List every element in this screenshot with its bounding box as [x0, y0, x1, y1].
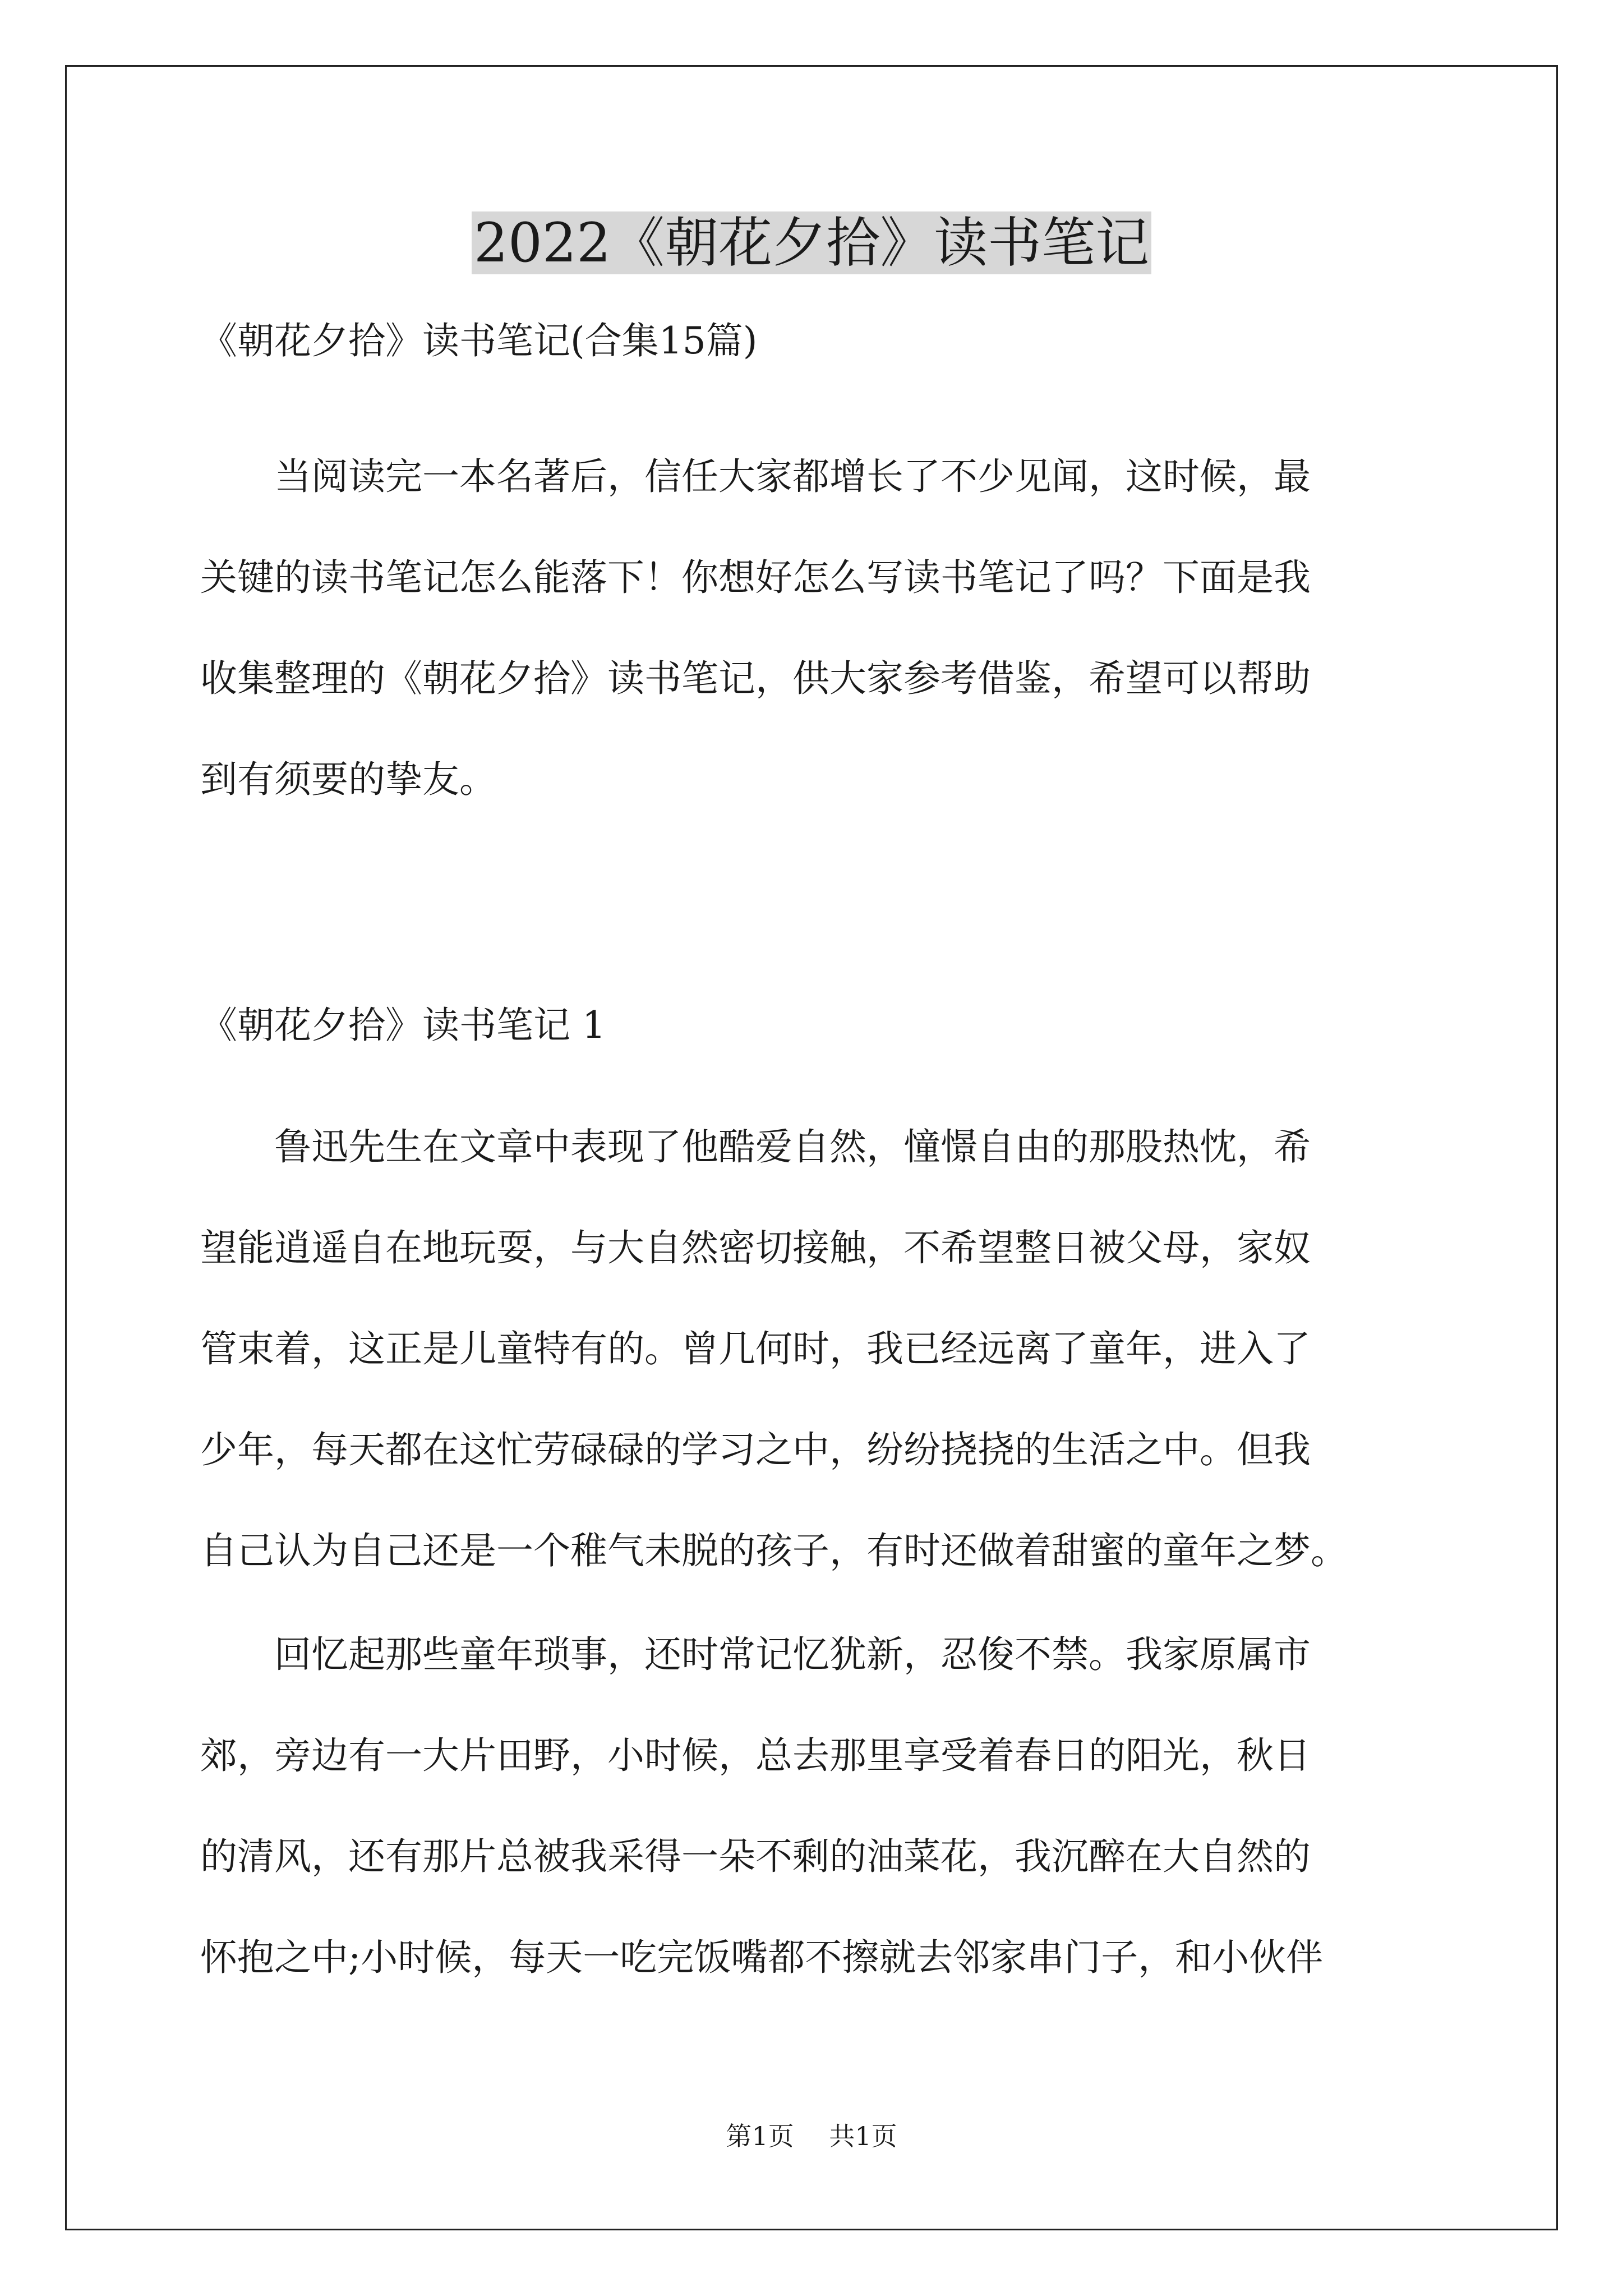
paragraph-line: 少年，每天都在这忙劳碌碌的学习之中，纷纷挠挠的生活之中。但我	[200, 1428, 1311, 1471]
section-heading: 《朝花夕拾》读书笔记 1	[200, 1004, 606, 1047]
intro-line: 收集整理的《朝花夕拾》读书笔记，供大家参考借鉴，希望可以帮助	[200, 657, 1311, 700]
intro-line: 关键的读书笔记怎么能落下！你想好怎么写读书笔记了吗？下面是我	[200, 556, 1311, 599]
intro-paragraph	[200, 426, 1434, 830]
paragraph-1	[200, 1097, 1434, 1602]
page-number: 第1页	[726, 2121, 794, 2151]
paragraph-line: 鲁迅先生在文章中表现了他酷爱自然，憧憬自由的那股热忱，希	[200, 1125, 1311, 1168]
paragraph-line: 的清风，还有那片总被我采得一朵不剩的油菜花，我沉醉在大自然的	[200, 1835, 1311, 1878]
paragraph-line: 自己认为自己还是一个稚气未脱的孩子，有时还做着甜蜜的童年之梦。	[200, 1529, 1348, 1572]
paragraph-line: 郊，旁边有一大片田野，小时候，总去那里享受着春日的阳光，秋日	[200, 1734, 1311, 1777]
paragraph-2	[200, 1604, 1434, 2008]
intro-line: 到有须要的挚友。	[200, 758, 496, 801]
intro-line: 当阅读完一本名著后，信任大家都增长了不少见闻，这时候，最	[200, 455, 1311, 498]
paragraph-line: 望能逍遥自在地玩耍，与大自然密切接触，不希望整日被父母，家奴	[200, 1226, 1311, 1269]
page-footer	[0, 2119, 1623, 2153]
total-pages: 共1页	[829, 2121, 897, 2151]
paragraph-line: 管束着，这正是儿童特有的。曾几何时，我已经远离了童年，进入了	[200, 1327, 1311, 1370]
paragraph-line: 怀抱之中;小时候，每天一吃完饭嘴都不擦就去邻家串门子，和小伙伴	[200, 1936, 1324, 1979]
subtitle: 《朝花夕拾》读书笔记(合集15篇)	[200, 319, 758, 362]
title-text: 2022《朝花夕拾》读书笔记	[472, 211, 1151, 274]
document-title	[0, 206, 1623, 279]
paragraph-line: 回忆起那些童年琐事，还时常记忆犹新，忍俊不禁。我家原属市	[200, 1633, 1311, 1676]
